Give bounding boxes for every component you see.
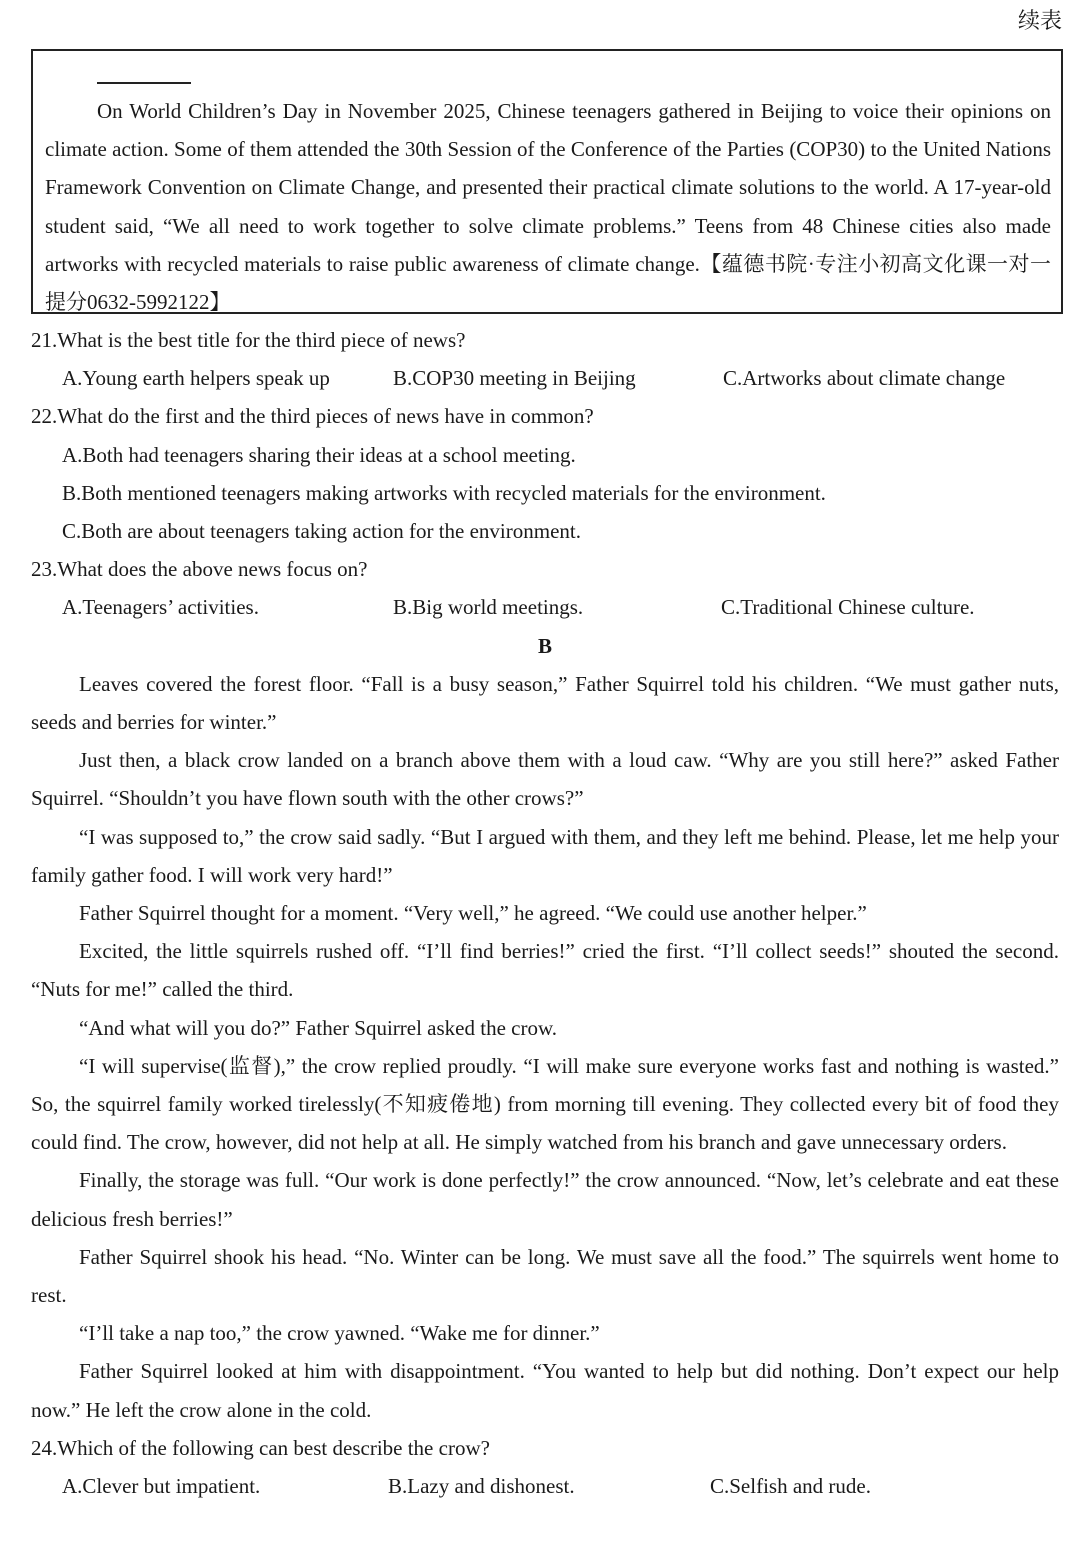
- question-24-option-a[interactable]: A.Clever but impatient.: [62, 1474, 261, 1499]
- question-21-stem: 21.What is the best title for the third piece of news?: [31, 328, 466, 352]
- question-24-option-c[interactable]: C.Selfish and rude.: [710, 1474, 871, 1499]
- question-21-option-c[interactable]: C.Artworks about climate change: [723, 366, 1006, 391]
- section-b-heading: B: [537, 633, 552, 658]
- story-paragraph: “I was supposed to,” the crow said sadly. “But I argued with them, and they left me behind. Please, let me help your family gather food. I will work very hard!”: [31, 824, 1059, 887]
- question-23-options: [31, 588, 1059, 626]
- story-paragraph: Leaves covered the forest floor. “Fall is a busy season,” Father Squirrel told his children. “We must gather nuts, seeds and berries for winter.”: [31, 671, 1059, 735]
- answer-blank-line: [97, 82, 191, 84]
- story-paragraph: Finally, the storage was full. “Our work is done perfectly!” the crow announced. “Now, let’s celebrate and eat these delicious fresh berries!”: [31, 1168, 1059, 1231]
- continued-table-label: 续表: [1017, 8, 1062, 33]
- question-24-option-b[interactable]: B.Lazy and dishonest.: [388, 1474, 575, 1499]
- news-box: [31, 49, 1063, 314]
- story-paragraph: “I’ll take a nap too,” the crow yawned. “Wake me for dinner.”: [79, 1321, 600, 1346]
- story-paragraph: Excited, the little squirrels rushed off. “I’ll find berries!” cried the first. “I’ll collect seeds!” shouted the second. “Nuts for me!” called the third.: [31, 939, 1059, 1002]
- question-22-option-a[interactable]: A.Both had teenagers sharing their ideas at a school meeting.: [62, 442, 576, 467]
- story-paragraph: Father Squirrel shook his head. “No. Winter can be long. We must save all the food.” The squirrels went home to rest.: [31, 1244, 1059, 1308]
- story-passage: [31, 665, 1059, 1429]
- question-23-option-a[interactable]: A.Teenagers’ activities.: [62, 595, 259, 620]
- question-22-option-b[interactable]: B.Both mentioned teenagers making artworks with recycled materials for the environment.: [62, 480, 826, 505]
- question-22-stem: 22.What do the first and the third pieces of news have in common?: [31, 404, 594, 429]
- question-21-option-b[interactable]: B.COP30 meeting in Beijing: [393, 366, 636, 391]
- question-23-option-c[interactable]: C.Traditional Chinese culture.: [721, 595, 975, 620]
- question-23-option-b[interactable]: B.Big world meetings.: [393, 595, 584, 620]
- story-paragraph: “And what will you do?” Father Squirrel asked the crow.: [79, 1015, 558, 1040]
- question-21-option-a[interactable]: A.Young earth helpers speak up: [62, 366, 330, 391]
- question-23-stem: 23.What does the above news focus on?: [31, 557, 368, 582]
- story-paragraph: Just then, a black crow landed on a branch above them with a loud caw. “Why are you still here?” asked Father Squirrel. “Shouldn’t you have flown south with the other crows?”: [31, 748, 1059, 811]
- story-paragraph: “I will supervise(监督),” the crow replied proudly. “I will make sure everyone works fast and nothing is wasted.” So, the squirrel family worked tirelessly(不知疲倦地) from morning till evening. They collected every bit of food they could find. The crow, however, did not help at all. He simply watched from his branch and gave unnecessary orders.: [31, 1053, 1059, 1155]
- story-paragraph: Father Squirrel looked at him with disappointment. “You wanted to help but did nothing. Don’t expect our help now.” He left the crow alone in the cold.: [31, 1359, 1059, 1422]
- news-paragraph: On World Children’s Day in November 2025, Chinese teenagers gathered in Beijing to voice their opinions on climate action. Some of them attended the 30th Session of the Conference of the Parties (COP30) to the United Nations Framework Convention on Climate Change, and presented their practical climate solutions to the world. A 17-year-old student said, “We all need to work together to solve climate problems.” Teens from 48 Chinese cities also made artworks with recycled materials to raise public awareness of climate change.【蕴德书院·专注小初高文化课一对一提分0632-5992122】: [45, 99, 1051, 315]
- question-24-stem: 24.Which of the following can best describe the crow?: [31, 1435, 490, 1460]
- story-paragraph: Father Squirrel thought for a moment. “Very well,” he agreed. “We could use another helper.”: [79, 901, 867, 926]
- question-24-options: [31, 1467, 1059, 1505]
- question-22-option-c[interactable]: C.Both are about teenagers taking action for the environment.: [62, 519, 582, 544]
- question-area: [31, 321, 1059, 1505]
- question-21-options: [31, 359, 1059, 397]
